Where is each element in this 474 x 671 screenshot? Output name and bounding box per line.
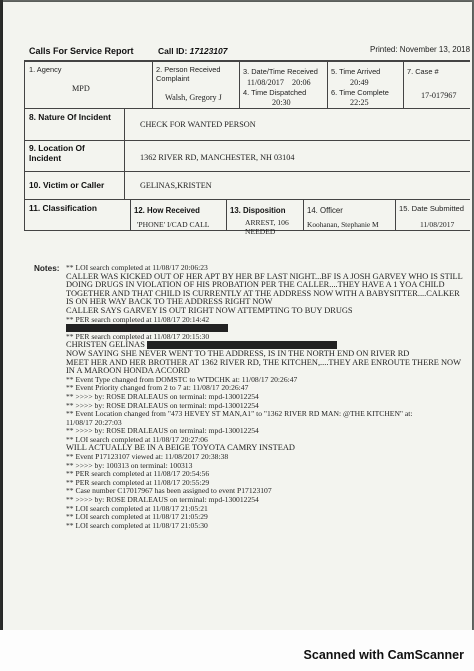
nature-label: 8. Nature Of Incident: [29, 112, 111, 122]
time-complete-label: 6. Time Complete: [331, 88, 389, 97]
rule-v4: [403, 61, 404, 108]
note-line: ** LOI search completed at 11/08/17 20:06:23: [66, 263, 208, 272]
note-line: ** Event P17123107 viewed at: 11/08/2017 20:38:38: [66, 452, 229, 462]
agency-label: 1. Agency: [29, 65, 62, 74]
rule-v9: [395, 200, 396, 230]
date-submitted-value: 11/08/2017: [420, 220, 455, 229]
note-line: ** Event Type changed from DOMSTC to WTDCHK at: 11/08/17 20:26:47: [66, 374, 298, 384]
note-line: ** Case number C17017967 has been assigned to event P17123107: [66, 486, 272, 496]
report-title: Calls For Service Report: [29, 46, 134, 56]
note-line: ** >>>> by: ROSE DRALEAUS on terminal: mpd-130012254: [66, 495, 259, 505]
note-line: ** PER search completed at 11/08/17 20:55:29: [66, 477, 210, 487]
how-received-value: 'PHONE' I/CAD CALL: [137, 220, 210, 229]
person-received-value: Walsh, Gregory J: [165, 93, 222, 102]
rule-row4: [24, 199, 470, 200]
printed-date: Printed: November 13, 2018: [370, 45, 471, 54]
victim-value: GELINAS,KRISTEN: [140, 181, 212, 190]
note-line: IS ON HER WAY BACK TO THE ADDRESS RIGHT NOW: [66, 297, 273, 307]
rule-v6: [130, 200, 131, 230]
note-line: ** LOI search completed at 11/08/17 21:05:21: [66, 503, 208, 513]
rule-v8: [303, 200, 304, 230]
note-line: IN A MAROON HONDA ACCORD: [66, 366, 190, 376]
time-arrived-label: 5. Time Arrived: [331, 67, 381, 76]
note-line: NOW SAYING SHE NEVER WENT TO THE ADDRESS, IS IN THE NORTH END ON RIVER RD: [66, 348, 410, 358]
location-value: 1362 RIVER RD, MANCHESTER, NH 03104: [140, 153, 295, 162]
rule-v5: [124, 109, 125, 199]
agency-value: MPD: [72, 84, 90, 93]
location-label: 9. Location Of Incident: [29, 143, 85, 163]
time-complete-value: 22:25: [350, 98, 369, 107]
officer-label: 14. Officer: [307, 206, 343, 215]
note-line: MEET HER AND HER BROTHER AT 1362 RIVER RD, THE KITCHEN,....THEY ARE ENROUTE THERE NOW: [66, 357, 462, 367]
note-line: CALLER SAYS GARVEY IS OUT RIGHT NOW ATTEMPTING TO BUY DRUGS: [66, 305, 353, 315]
notes-label: Notes:: [34, 264, 60, 273]
note-line: ** Event Priority changed from 2 to 7 at: 11/08/17 20:26:47: [66, 383, 249, 393]
note-line: ** >>>> by: 100313 on terminal: 100313: [66, 460, 193, 470]
note-line: ** >>>> by: ROSE DRALEAUS on terminal: mpd-130012254: [66, 426, 259, 436]
rule-v3: [327, 61, 328, 108]
note-line: ** LOI search completed at 11/08/17 21:05:29: [66, 512, 208, 522]
officer-value: Koohanan, Stephanie M: [307, 220, 379, 229]
date-received-value: 11/08/2017: [247, 78, 284, 87]
case-label: 7. Case #: [407, 67, 439, 76]
rule-v7: [226, 200, 227, 230]
note-line: 11/08/17 20:27:03: [66, 417, 122, 427]
date-received-label: 3. Date/Time Received: [243, 67, 318, 76]
time-arrived-value: 20:49: [350, 78, 369, 87]
call-id-value: 17123107: [189, 46, 228, 56]
note-line: ** PER search completed at 11/08/17 20:54:56: [66, 469, 210, 479]
time-dispatched-label: 4. Time Dispatched: [243, 88, 307, 97]
rule-v1: [152, 61, 153, 108]
note-line: ** >>>> by: ROSE DRALEAUS on terminal: mpd-130012254: [66, 391, 259, 401]
scanner-watermark: Scanned with CamScanner: [303, 648, 464, 662]
note-line: ** >>>> by: ROSE DRALEAUS on terminal: mpd-130012254: [66, 400, 259, 410]
call-id: [158, 46, 227, 56]
note-line: ** PER search completed at 11/08/17 20:15:30: [66, 331, 210, 341]
disposition-label: 13. Disposition: [230, 206, 286, 215]
case-value: 17-017967: [421, 91, 457, 100]
rule-row3: [24, 171, 470, 172]
person-received-label: 2. Person Received Complaint: [156, 65, 221, 83]
nature-value: CHECK FOR WANTED PERSON: [140, 120, 256, 129]
disposition-value: ARREST, 106 NEEDED: [245, 218, 289, 236]
note-line: WILL ACTUALLY BE IN A BEIGE TOYOTA CAMRY INSTEAD: [66, 443, 295, 453]
rule-row1: [24, 108, 470, 109]
call-id-label: Call ID:: [158, 46, 188, 56]
caller-name: CHRISTEN GELINAS: [66, 340, 145, 350]
rule-row2: [24, 140, 470, 141]
note-line: ** LOI search completed at 11/08/17 20:27:06: [66, 434, 208, 444]
time-dispatched-value: 20:30: [272, 98, 291, 107]
note-line: TOGETHER AND THAT CHILD IS CURRENTLY AT THE ADDRESS NOW WITH A BABYSITTER....CALKER: [66, 288, 460, 298]
classification-label: 11. Classification: [29, 203, 97, 213]
note-line: ** PER search completed at 11/08/17 20:14:42: [66, 314, 210, 324]
note-line: ** Event Location changed from "473 HEVEY ST MAN,A1" to "1362 RIVER RD MAN: @THE KITCHEN" at:: [66, 409, 413, 419]
rule-left: [24, 60, 25, 230]
how-received-label: 12. How Received: [134, 206, 200, 215]
rule-v2: [239, 61, 240, 108]
victim-label: 10. Victim or Caller: [29, 180, 105, 190]
notes-body: [66, 264, 468, 530]
time-received-value: 20:06: [292, 78, 311, 87]
date-submitted-label: 15. Date Submitted: [399, 204, 465, 213]
note-line: DOING DRUGS IN VIOLATION OF HIS PROBATION PER THE CALLER....THEY HAVE A 1 YOA CHILD: [66, 280, 445, 290]
note-line: ** LOI search completed at 11/08/17 21:05:30: [66, 520, 208, 530]
note-line: CALLER WAS KICKED OUT OF HER APT BY HER BF LAST NIGHT...BF IS A JOSH GARVEY WHO IS STILL: [66, 271, 463, 281]
